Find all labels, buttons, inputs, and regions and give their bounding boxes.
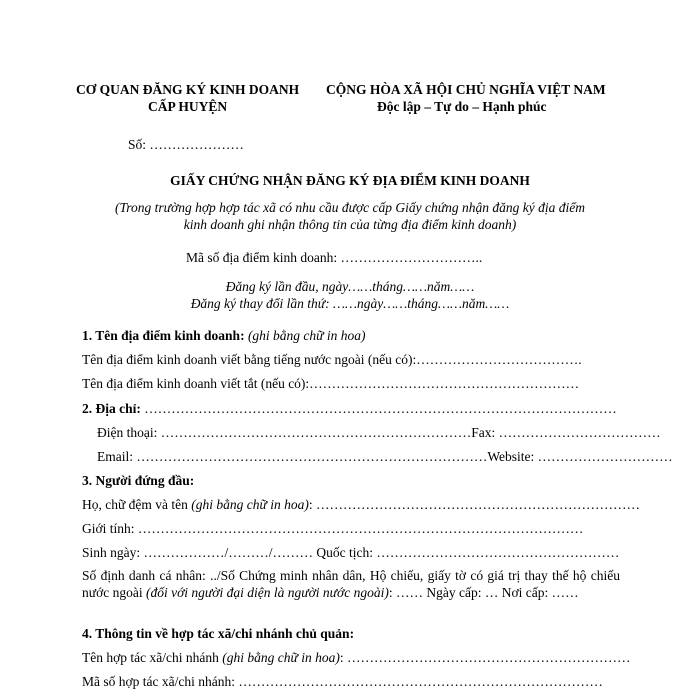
head-name-note: (ghi bằng chữ in hoa) xyxy=(191,497,309,512)
section1-title: 1. Tên địa điểm kinh doanh: xyxy=(82,328,245,343)
agency-name-line1: CƠ QUAN ĐĂNG KÝ KINH DOANH xyxy=(76,82,300,97)
id-info-note: (đối với người đại diện là người nước ngoài) xyxy=(145,585,389,600)
national-motto: Độc lập – Tự do – Hạnh phúc xyxy=(377,99,547,114)
address-dots: …………………………………………………………………………………………… xyxy=(144,401,617,416)
email-website-line: Email: ……………………………………………………………………Website: ………………………… xyxy=(97,449,673,464)
gender-line: Giới tính: ……………………………………………………………………………………… xyxy=(82,521,584,536)
short-name-line: Tên địa điểm kinh doanh viết tắt (nếu có):…………………………………………………… xyxy=(82,376,580,391)
coop-name-dots: : ……………………………………………………… xyxy=(339,650,631,665)
head-name-dots: : ……………………………………………………………… xyxy=(308,497,641,512)
phone-fax-line: Điện thoại: ……………………………………………………………Fax: ……………………………… xyxy=(97,425,661,440)
document-title: GIẤY CHỨNG NHẬN ĐĂNG KÝ ĐỊA ĐIỂM KINH DOANH xyxy=(170,173,530,188)
agency-name-line2: CẤP HUYỆN xyxy=(148,99,228,114)
section2-heading xyxy=(82,401,617,417)
id-info-text: Số định danh cá nhân: ../Số Chứng minh nhân dân, Hộ chiếu, giấy tờ có giá trị thay thế hộ chiếu nước ngoài xyxy=(82,568,620,600)
birth-nationality-line: Sinh ngày: ………………/………/……… Quốc tịch: ……………………………………………… xyxy=(82,545,620,560)
business-location-code: Mã số địa điểm kinh doanh: ………………………….. xyxy=(186,250,483,265)
head-name-label: Họ, chữ đệm và tên xyxy=(82,497,192,512)
coop-name-line xyxy=(82,650,630,666)
section1-note: (ghi bằng chữ in hoa) xyxy=(247,328,366,343)
subtitle-line2: kinh doanh ghi nhận thông tin của từng địa điểm kinh doanh) xyxy=(183,217,517,232)
coop-code-line: Mã số hợp tác xã/chi nhánh: ……………………………………………………………………… xyxy=(82,674,603,689)
subtitle-line1: (Trong trường hợp hợp tác xã có nhu cầu được cấp Giấy chứng nhận đăng ký địa điểm xyxy=(115,200,585,215)
coop-name-note: (ghi bằng chữ in hoa) xyxy=(222,650,340,665)
head-name-line xyxy=(82,497,640,513)
foreign-name-line: Tên địa điểm kinh doanh viết bằng tiếng nước ngoài (nếu có):………………………………. xyxy=(82,352,582,367)
section3-heading: 3. Người đứng đầu: xyxy=(82,473,195,488)
id-info-paragraph xyxy=(82,567,620,601)
first-registration-date: Đăng ký lần đầu, ngày……tháng……năm…… xyxy=(225,279,475,294)
section4-heading: 4. Thông tin về hợp tác xã/chi nhánh chủ quản: xyxy=(82,626,355,641)
document-number: Số: ………………… xyxy=(128,137,244,152)
id-info-dates: : …… Ngày cấp: … Nơi cấp: …… xyxy=(388,585,579,600)
change-registration-date: Đăng ký thay đổi lần thứ: ……ngày……tháng……năm…… xyxy=(190,296,510,311)
section1-heading xyxy=(82,328,366,344)
section2-title: 2. Địa chỉ: xyxy=(82,401,141,416)
coop-name-label: Tên hợp tác xã/chi nhánh xyxy=(82,650,223,665)
national-title: CỘNG HÒA XÃ HỘI CHỦ NGHĨA VIỆT NAM xyxy=(326,82,606,97)
